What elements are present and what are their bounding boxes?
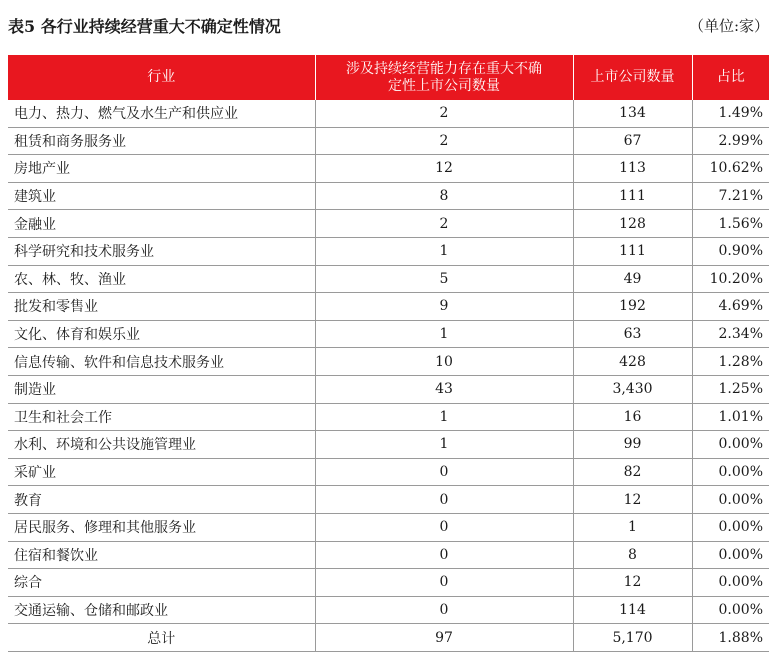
- cell-affected: 0: [315, 513, 573, 541]
- table-row: [8, 127, 769, 155]
- cell-industry: 交通运输、仓储和邮政业: [8, 596, 315, 624]
- table-row: [8, 486, 769, 514]
- cell-total: 8: [573, 541, 692, 569]
- cell-total: 82: [573, 458, 692, 486]
- cell-affected: 10: [315, 348, 573, 376]
- cell-industry: 批发和零售业: [8, 293, 315, 321]
- table-row: [8, 596, 769, 624]
- table-row: [8, 320, 769, 348]
- cell-affected: 0: [315, 569, 573, 597]
- table-row: [8, 375, 769, 403]
- table-row: [8, 237, 769, 265]
- cell-ratio: 0.00%: [692, 458, 769, 486]
- cell-industry: 卫生和社会工作: [8, 403, 315, 431]
- cell-ratio: 0.00%: [692, 431, 769, 459]
- cell-total: 16: [573, 403, 692, 431]
- cell-ratio: 1.01%: [692, 403, 769, 431]
- cell-total: 99: [573, 431, 692, 459]
- industry-table: [8, 55, 769, 652]
- cell-total: 63: [573, 320, 692, 348]
- table-row: [8, 513, 769, 541]
- total-row: [8, 624, 769, 652]
- cell-total: 114: [573, 596, 692, 624]
- total-listed: 5,170: [573, 624, 692, 652]
- header-affected-count: [315, 55, 573, 100]
- cell-total: 67: [573, 127, 692, 155]
- cell-total: 1: [573, 513, 692, 541]
- cell-ratio: 10.20%: [692, 265, 769, 293]
- table-row: [8, 210, 769, 238]
- cell-total: 111: [573, 182, 692, 210]
- cell-ratio: 1.28%: [692, 348, 769, 376]
- cell-affected: 1: [315, 237, 573, 265]
- cell-affected: 5: [315, 265, 573, 293]
- cell-affected: 8: [315, 182, 573, 210]
- cell-ratio: 1.56%: [692, 210, 769, 238]
- cell-affected: 0: [315, 596, 573, 624]
- cell-industry: 教育: [8, 486, 315, 514]
- cell-industry: 采矿业: [8, 458, 315, 486]
- cell-total: 134: [573, 100, 692, 127]
- cell-industry: 信息传输、软件和信息技术服务业: [8, 348, 315, 376]
- cell-total: 12: [573, 569, 692, 597]
- cell-ratio: 0.00%: [692, 486, 769, 514]
- cell-industry: 制造业: [8, 375, 315, 403]
- unit-label: （单位:家）: [688, 16, 769, 35]
- cell-affected: 1: [315, 431, 573, 459]
- cell-affected: 1: [315, 320, 573, 348]
- table-header-row: [8, 55, 769, 100]
- cell-ratio: 1.49%: [692, 100, 769, 127]
- cell-ratio: 0.00%: [692, 569, 769, 597]
- cell-affected: 2: [315, 100, 573, 127]
- cell-affected: 0: [315, 541, 573, 569]
- total-label: 总计: [8, 624, 315, 652]
- total-ratio: 1.88%: [692, 624, 769, 652]
- table-caption: [8, 12, 769, 38]
- cell-industry: 房地产业: [8, 155, 315, 183]
- cell-ratio: 1.25%: [692, 375, 769, 403]
- cell-ratio: 2.34%: [692, 320, 769, 348]
- header-industry: 行业: [8, 55, 315, 100]
- cell-total: 192: [573, 293, 692, 321]
- table-row: [8, 100, 769, 127]
- cell-affected: 2: [315, 127, 573, 155]
- cell-total: 111: [573, 237, 692, 265]
- cell-total: 113: [573, 155, 692, 183]
- cell-total: 49: [573, 265, 692, 293]
- cell-ratio: 0.00%: [692, 596, 769, 624]
- cell-affected: 2: [315, 210, 573, 238]
- cell-affected: 1: [315, 403, 573, 431]
- cell-total: 12: [573, 486, 692, 514]
- header-affected-line1: 涉及持续经营能力存在重大不确: [346, 60, 542, 77]
- cell-total: 3,430: [573, 375, 692, 403]
- total-affected: 97: [315, 624, 573, 652]
- cell-industry: 金融业: [8, 210, 315, 238]
- cell-industry: 居民服务、修理和其他服务业: [8, 513, 315, 541]
- table-title: 表5 各行业持续经营重大不确定性情况: [8, 16, 281, 36]
- table-row: [8, 265, 769, 293]
- cell-ratio: 7.21%: [692, 182, 769, 210]
- header-ratio: 占比: [692, 55, 769, 100]
- cell-total: 428: [573, 348, 692, 376]
- cell-affected: 0: [315, 486, 573, 514]
- cell-industry: 电力、热力、燃气及水生产和供应业: [8, 100, 315, 127]
- table-row: [8, 348, 769, 376]
- cell-ratio: 10.62%: [692, 155, 769, 183]
- cell-affected: 12: [315, 155, 573, 183]
- table-row: [8, 155, 769, 183]
- cell-ratio: 0.00%: [692, 513, 769, 541]
- cell-affected: 43: [315, 375, 573, 403]
- cell-ratio: 2.99%: [692, 127, 769, 155]
- cell-affected: 9: [315, 293, 573, 321]
- cell-ratio: 0.00%: [692, 541, 769, 569]
- cell-industry: 文化、体育和娱乐业: [8, 320, 315, 348]
- table-row: [8, 293, 769, 321]
- header-affected-line2: 定性上市公司数量: [388, 77, 500, 94]
- cell-industry: 综合: [8, 569, 315, 597]
- table-row: [8, 182, 769, 210]
- cell-ratio: 4.69%: [692, 293, 769, 321]
- cell-industry: 住宿和餐饮业: [8, 541, 315, 569]
- table-row: [8, 403, 769, 431]
- cell-industry: 建筑业: [8, 182, 315, 210]
- table-row: [8, 541, 769, 569]
- cell-total: 128: [573, 210, 692, 238]
- table-row: [8, 569, 769, 597]
- cell-affected: 0: [315, 458, 573, 486]
- cell-industry: 租赁和商务服务业: [8, 127, 315, 155]
- cell-industry: 水利、环境和公共设施管理业: [8, 431, 315, 459]
- cell-industry: 科学研究和技术服务业: [8, 237, 315, 265]
- header-listed-count: 上市公司数量: [573, 55, 692, 100]
- cell-ratio: 0.90%: [692, 237, 769, 265]
- table-row: [8, 458, 769, 486]
- table-row: [8, 431, 769, 459]
- cell-industry: 农、林、牧、渔业: [8, 265, 315, 293]
